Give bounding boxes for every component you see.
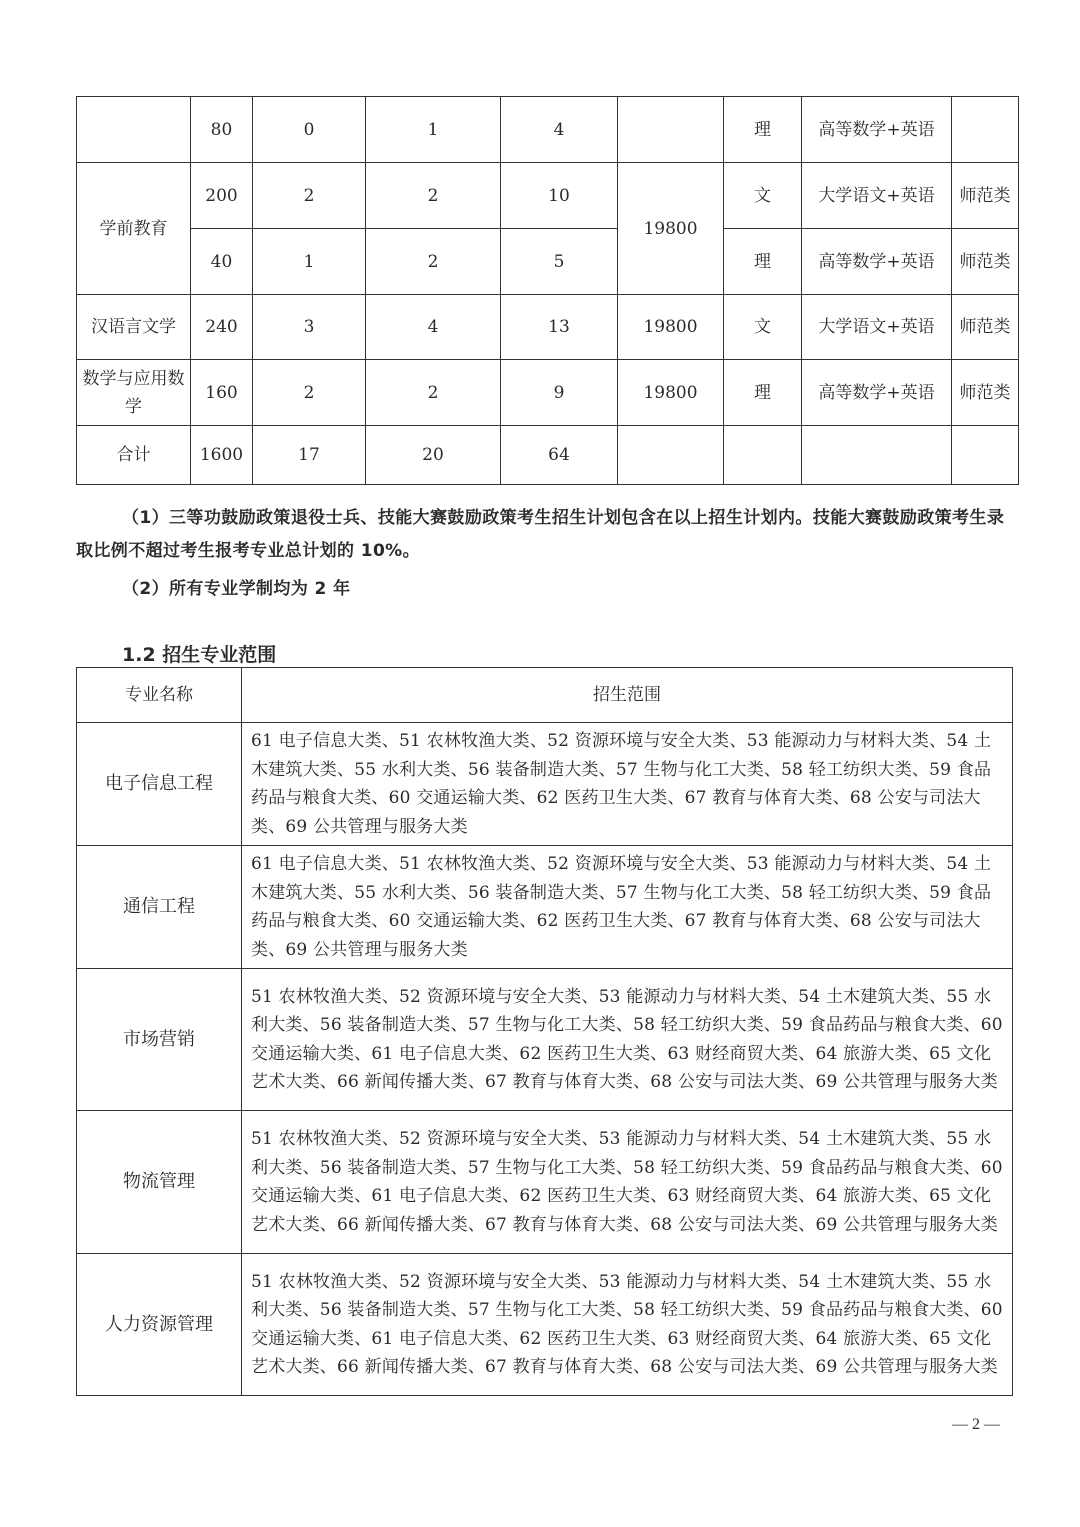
- header-major: 专业名称: [77, 668, 242, 723]
- table-row: [77, 229, 1019, 295]
- category-cell: [952, 97, 1019, 163]
- value-cell: 2: [366, 229, 501, 295]
- fee-cell: 19800: [618, 360, 724, 426]
- major-cell: 学前教育: [77, 163, 191, 295]
- scope-cell: 51 农林牧渔大类、52 资源环境与安全大类、53 能源动力与材料大类、54 土木建筑大类、55 水利大类、56 装备制造大类、57 生物与化工大类、58 轻工纺织大类、59 食品药品与粮食大类、60 交通运输大类、61 电子信息大类、62 医药卫生大类、63 财经商贸大类、64 旅游大类、65 文化艺术大类、66 新闻传播大类、67 教育与体育大类、68 公安与司法大类、69 公共管理与服务大类: [242, 1254, 1013, 1396]
- table-row: [77, 723, 1013, 846]
- enrollment-scope-table: [76, 667, 1013, 1396]
- value-cell: 0: [253, 97, 366, 163]
- fee-cell: 19800: [618, 295, 724, 360]
- value-cell: 20: [366, 426, 501, 485]
- value-cell: 2: [253, 163, 366, 229]
- track-cell: 理: [724, 229, 802, 295]
- table-row: [77, 1111, 1013, 1254]
- scope-cell: 51 农林牧渔大类、52 资源环境与安全大类、53 能源动力与材料大类、54 土木建筑大类、55 水利大类、56 装备制造大类、57 生物与化工大类、58 轻工纺织大类、59 食品药品与粮食大类、60 交通运输大类、61 电子信息大类、62 医药卫生大类、63 财经商贸大类、64 旅游大类、65 文化艺术大类、66 新闻传播大类、67 教育与体育大类、68 公安与司法大类、69 公共管理与服务大类: [242, 969, 1013, 1111]
- table-row: [77, 969, 1013, 1111]
- duration-note: （2）所有专业学制均为 2 年: [122, 579, 351, 599]
- category-cell: 师范类: [952, 163, 1019, 229]
- header-scope: 招生范围: [242, 668, 1013, 723]
- value-cell: 64: [501, 426, 618, 485]
- value-cell: 2: [366, 360, 501, 426]
- policy-note: （1）三等功鼓励政策退役士兵、技能大赛鼓励政策考生招生计划包含在以上招生计划内。技能大赛鼓励政策考生录取比例不超过考生报考专业总计划的 10%。: [76, 508, 1005, 561]
- count-cell: 200: [191, 163, 253, 229]
- fee-cell: [618, 97, 724, 163]
- major-cell: 人力资源管理: [77, 1254, 242, 1396]
- category-cell: 师范类: [952, 295, 1019, 360]
- subjects-cell: 高等数学+英语: [802, 229, 952, 295]
- scope-cell: 51 农林牧渔大类、52 资源环境与安全大类、53 能源动力与材料大类、54 土木建筑大类、55 水利大类、56 装备制造大类、57 生物与化工大类、58 轻工纺织大类、59 食品药品与粮食大类、60 交通运输大类、61 电子信息大类、62 医药卫生大类、63 财经商贸大类、64 旅游大类、65 文化艺术大类、66 新闻传播大类、67 教育与体育大类、68 公安与司法大类、69 公共管理与服务大类: [242, 1111, 1013, 1254]
- track-cell: 文: [724, 163, 802, 229]
- count-cell: 240: [191, 295, 253, 360]
- value-cell: 4: [501, 97, 618, 163]
- fee-cell: 19800: [618, 163, 724, 295]
- value-cell: 13: [501, 295, 618, 360]
- track-cell: 文: [724, 295, 802, 360]
- subjects-cell: 大学语文+英语: [802, 295, 952, 360]
- major-cell: 市场营销: [77, 969, 242, 1111]
- major-cell: 电子信息工程: [77, 723, 242, 846]
- scope-cell: 61 电子信息大类、51 农林牧渔大类、52 资源环境与安全大类、53 能源动力与材料大类、54 土木建筑大类、55 水利大类、56 装备制造大类、57 生物与化工大类、58 轻工纺织大类、59 食品药品与粮食大类、60 交通运输大类、62 医药卫生大类、67 教育与体育大类、68 公安与司法大类、69 公共管理与服务大类: [242, 846, 1013, 969]
- table-row: [77, 1254, 1013, 1396]
- category-cell: 师范类: [952, 360, 1019, 426]
- fee-cell: [618, 426, 724, 485]
- value-cell: 2: [366, 163, 501, 229]
- category-cell: 师范类: [952, 229, 1019, 295]
- count-cell: 160: [191, 360, 253, 426]
- table-row: [77, 360, 1019, 426]
- value-cell: 5: [501, 229, 618, 295]
- major-cell: 数学与应用数学: [77, 360, 191, 426]
- value-cell: 2: [253, 360, 366, 426]
- enrollment-plan-table: [76, 96, 1019, 485]
- track-cell: 理: [724, 360, 802, 426]
- category-cell: [952, 426, 1019, 485]
- major-cell: 通信工程: [77, 846, 242, 969]
- value-cell: 4: [366, 295, 501, 360]
- total-row: [77, 426, 1019, 485]
- subjects-cell: 高等数学+英语: [802, 97, 952, 163]
- count-cell: 40: [191, 229, 253, 295]
- count-cell: 80: [191, 97, 253, 163]
- track-cell: [724, 426, 802, 485]
- section-title: 1.2 招生专业范围: [122, 644, 277, 666]
- table-row: [77, 295, 1019, 360]
- scope-cell: 61 电子信息大类、51 农林牧渔大类、52 资源环境与安全大类、53 能源动力与材料大类、54 土木建筑大类、55 水利大类、56 装备制造大类、57 生物与化工大类、58 轻工纺织大类、59 食品药品与粮食大类、60 交通运输大类、62 医药卫生大类、67 教育与体育大类、68 公安与司法大类、69 公共管理与服务大类: [242, 723, 1013, 846]
- major-cell: 汉语言文学: [77, 295, 191, 360]
- value-cell: 3: [253, 295, 366, 360]
- subjects-cell: [802, 426, 952, 485]
- value-cell: 1: [366, 97, 501, 163]
- value-cell: 10: [501, 163, 618, 229]
- value-cell: 1: [253, 229, 366, 295]
- major-cell: 物流管理: [77, 1111, 242, 1254]
- page-number: — 2 —: [952, 1416, 1000, 1433]
- count-cell: 1600: [191, 426, 253, 485]
- track-cell: 理: [724, 97, 802, 163]
- value-cell: 9: [501, 360, 618, 426]
- major-cell: [77, 97, 191, 163]
- table-row: [77, 97, 1019, 163]
- total-label-cell: 合计: [77, 426, 191, 485]
- value-cell: 17: [253, 426, 366, 485]
- table-row: [77, 846, 1013, 969]
- table-header-row: [77, 668, 1013, 723]
- subjects-cell: 高等数学+英语: [802, 360, 952, 426]
- table-row: [77, 163, 1019, 229]
- subjects-cell: 大学语文+英语: [802, 163, 952, 229]
